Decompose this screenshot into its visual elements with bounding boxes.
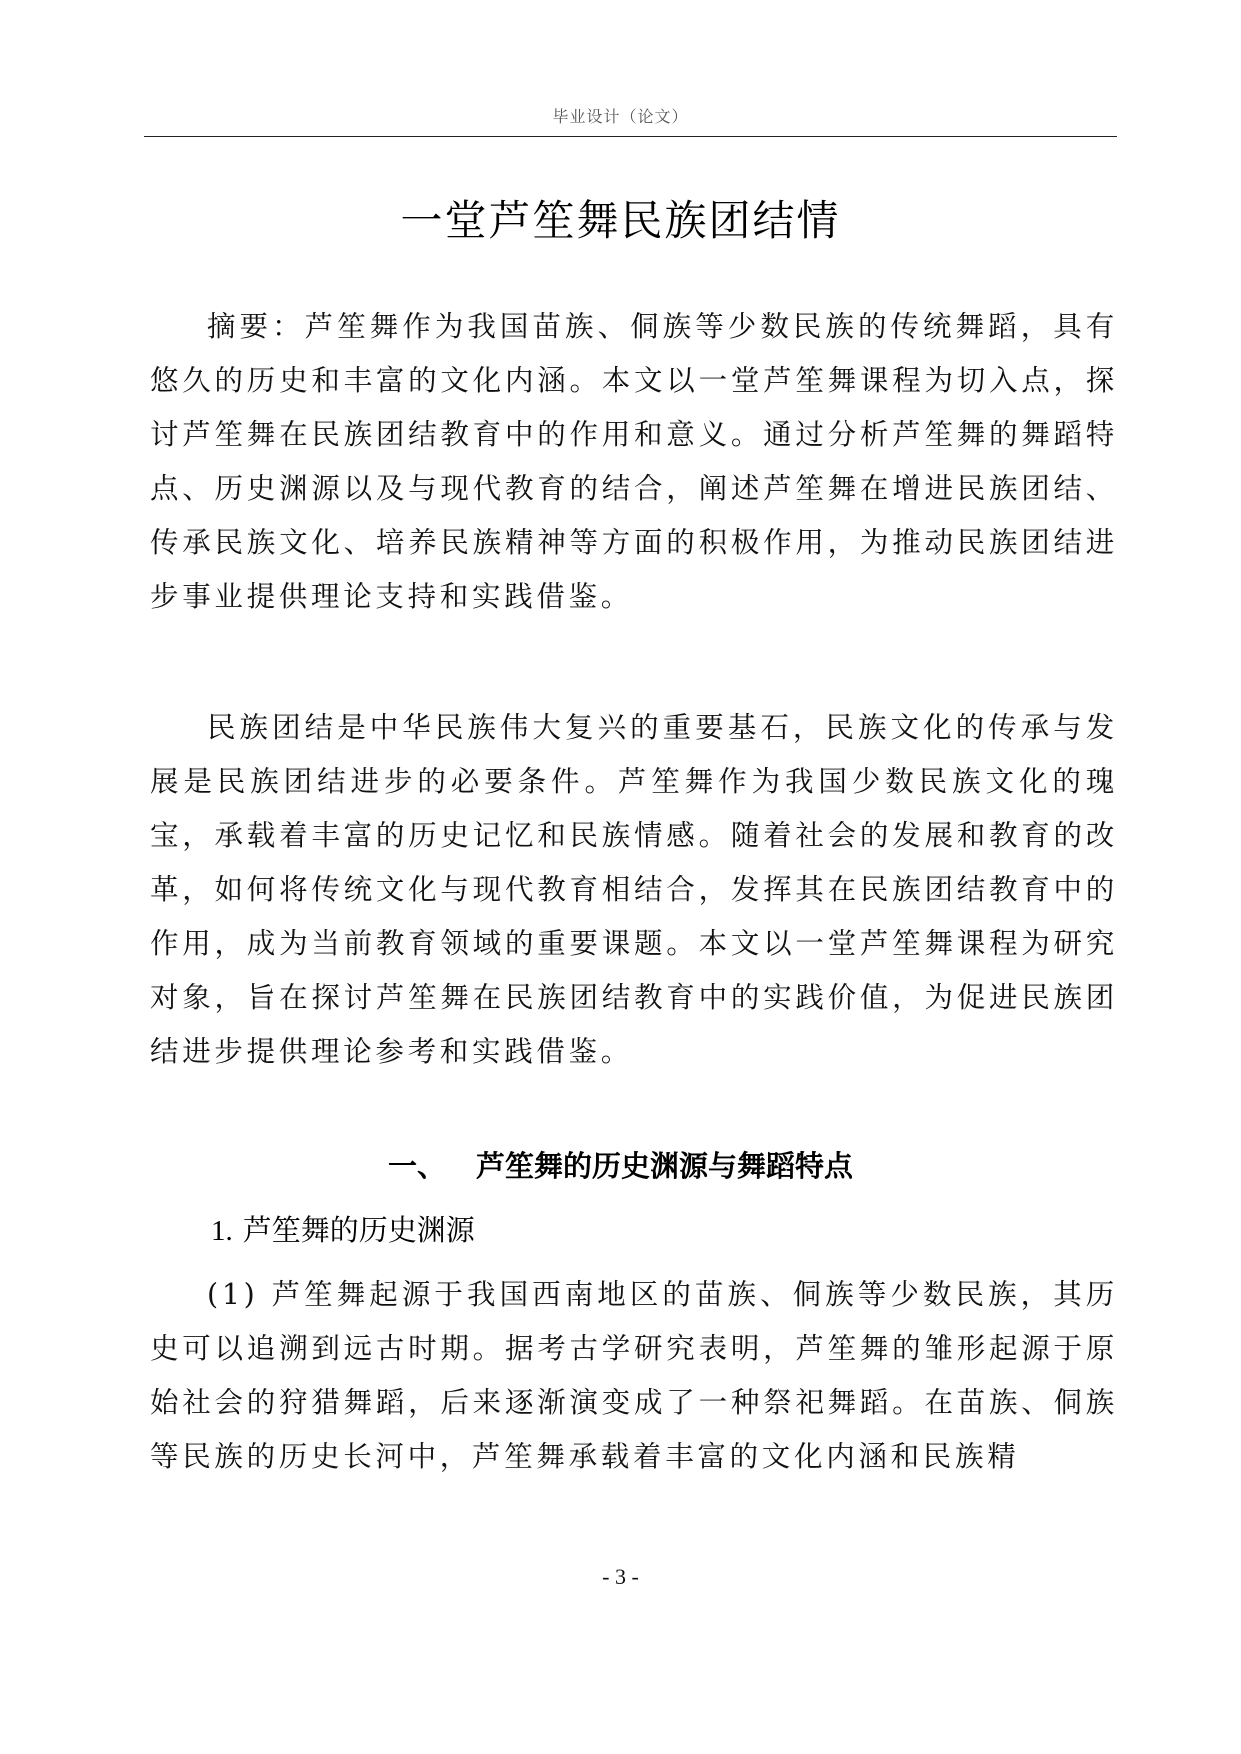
- page-number: - 3 -: [602, 1564, 639, 1589]
- running-header: 毕业设计（论文）: [552, 107, 689, 126]
- introduction-paragraph: 民族团结是中华民族伟大复兴的重要基石，民族文化的传承与发展是民族团结进步的必要条件。芦笙舞作为我国少数民族文化的瑰宝，承载着丰富的历史记忆和民族情感。随着社会的发展和教育的改革，如何将传统文化与现代教育相结合，发挥其在民族团结教育中的作用，成为当前教育领域的重要课题。本文以一堂芦笙舞课程为研究对象，旨在探讨芦笙舞在民族团结教育中的实践价值，为促进民族团结进步提供理论参考和实践借鉴。: [150, 711, 1118, 1068]
- subsection-number: 1.: [211, 1215, 233, 1247]
- subsection-title: 芦笙舞的历史渊源: [242, 1213, 475, 1247]
- subsection-heading: [211, 1208, 475, 1249]
- section-title: 芦笙舞的历史渊源与舞蹈特点: [476, 1149, 854, 1183]
- header-divider: [144, 136, 1117, 137]
- section-heading: [0, 1144, 1241, 1185]
- abstract-paragraph: 摘要：芦笙舞作为我国苗族、侗族等少数民族的传统舞蹈，具有悠久的历史和丰富的文化内涵。本文以一堂芦笙舞课程为切入点，探讨芦笙舞在民族团结教育中的作用和意义。通过分析芦笙舞的舞蹈特点、历史渊源以及与现代教育的结合，阐述芦笙舞在增进民族团结、传承民族文化、培养民族精神等方面的积极作用，为推动民族团结进步事业提供理论支持和实践借鉴。: [150, 310, 1118, 613]
- section-number: 一、: [387, 1149, 446, 1183]
- paper-title: 一堂芦笙舞民族团结情: [400, 196, 841, 245]
- body-paragraph: (1) 芦笙舞起源于我国西南地区的苗族、侗族等少数民族，其历史可以追溯到远古时期。据考古学研究表明，芦笙舞的雏形起源于原始社会的狩猎舞蹈，后来逐渐演变成了一种祭祀舞蹈。在苗族、侗族等民族的历史长河中，芦笙舞承载着丰富的文化内涵和民族精: [150, 1278, 1118, 1473]
